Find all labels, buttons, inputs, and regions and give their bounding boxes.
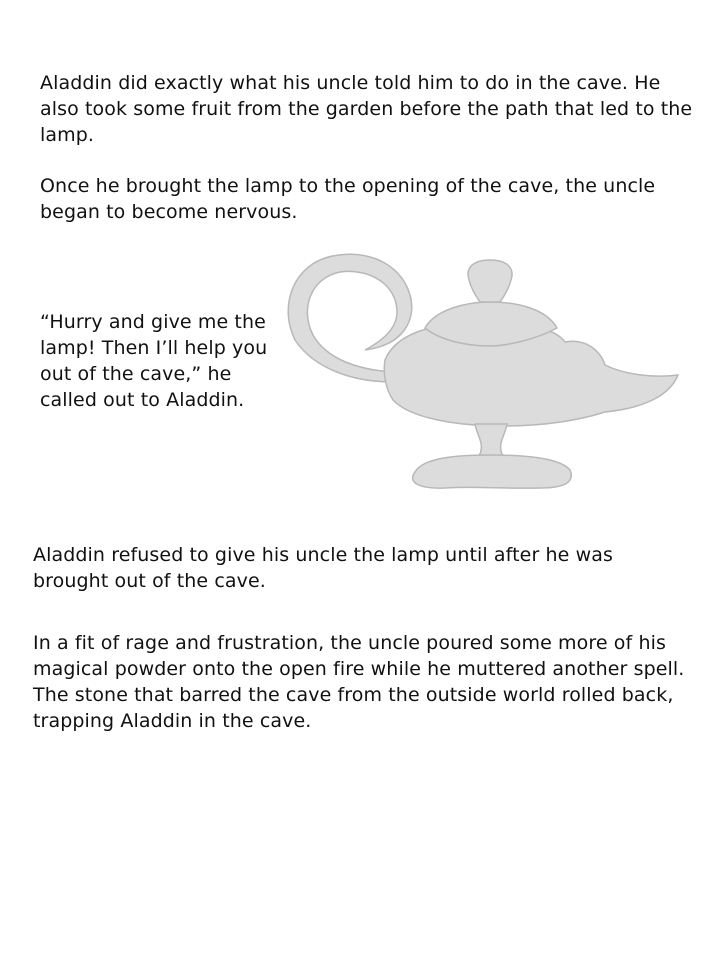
story-paragraph-4: Aladdin refused to give his uncle the lamp until after he was brought out of the cave. xyxy=(33,544,613,592)
magic-lamp-icon xyxy=(285,250,685,495)
story-paragraph-5: In a fit of rage and frustration, the uncle poured some more of his magical powder onto the open fire while he muttered another spell. The stone that barred the cave from the outside world rolled back, trapping Aladdin in the cave. xyxy=(33,632,685,732)
story-paragraph-2: Once he brought the lamp to the opening of the cave, the uncle began to become nervous. xyxy=(40,175,656,223)
story-paragraph-1: Aladdin did exactly what his uncle told him to do in the cave. He also took some fruit from the garden before the path that led to the lamp. xyxy=(40,72,693,146)
story-paragraph-3-quote: “Hurry and give me the lamp! Then I’ll help you out of the cave,” he called out to Aladdin. xyxy=(40,311,268,411)
